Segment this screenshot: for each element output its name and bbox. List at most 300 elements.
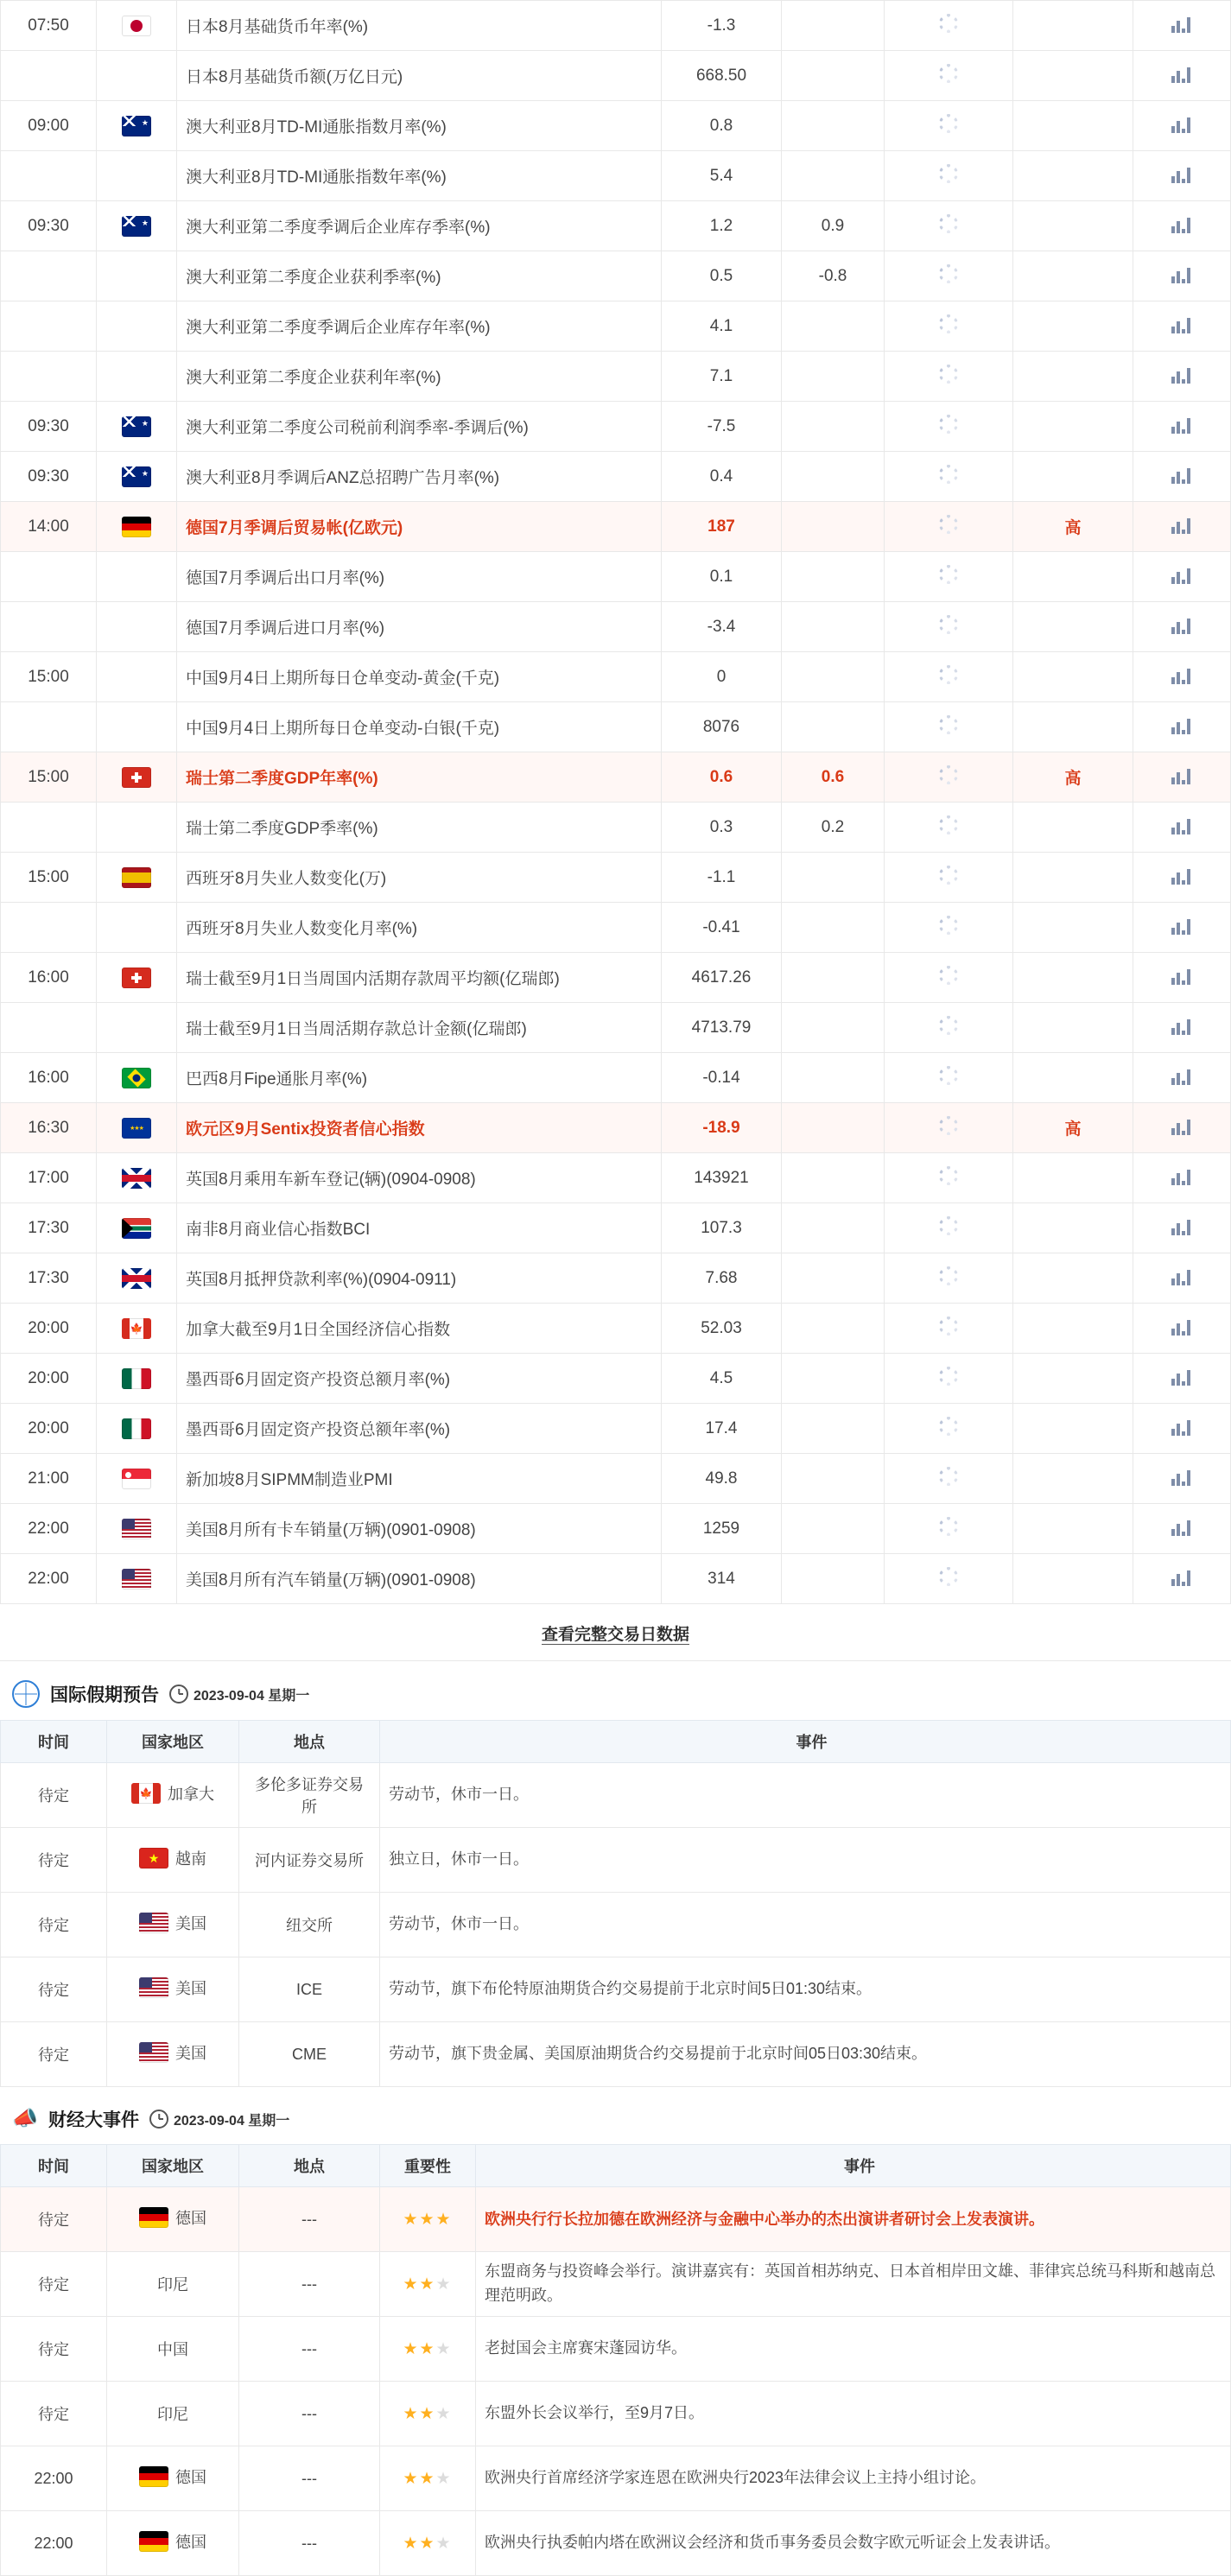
calendar-row[interactable] (1, 101, 1231, 151)
event-time: 待定 (1, 2252, 107, 2317)
calendar-chart-cell[interactable] (1133, 702, 1231, 752)
bar-chart-icon[interactable] (1171, 164, 1193, 183)
holiday-col-time: 时间 (1, 1721, 107, 1763)
holiday-country-label: 美国 (175, 1915, 206, 1932)
calendar-row[interactable] (1, 301, 1231, 352)
loading-spinner-icon (939, 1216, 958, 1235)
calendar-time: 20:00 (1, 1304, 97, 1354)
calendar-chart-cell[interactable] (1133, 652, 1231, 702)
bar-chart-icon[interactable] (1171, 214, 1193, 233)
loading-spinner-icon (939, 815, 958, 834)
calendar-row[interactable] (1, 752, 1231, 803)
calendar-event-name[interactable]: 加拿大截至9月1日全国经济信心指数 (177, 1304, 662, 1354)
country-flag-icon (122, 968, 151, 988)
calendar-row[interactable] (1, 51, 1231, 101)
holiday-country (107, 2022, 239, 2087)
calendar-row[interactable] (1, 1504, 1231, 1554)
calendar-rating-cell (885, 1354, 1013, 1404)
calendar-rating-cell (885, 903, 1013, 953)
importance-stars: ★★★ (403, 2339, 453, 2358)
calendar-forecast-value (782, 1253, 885, 1304)
calendar-row[interactable] (1, 1354, 1231, 1404)
calendar-chart-cell[interactable] (1133, 352, 1231, 402)
calendar-event-name[interactable]: 英国8月乘用车新车登记(辆)(0904-0908) (177, 1153, 662, 1203)
country-flag-icon (139, 2042, 168, 2063)
event-country (107, 2187, 239, 2252)
calendar-previous-value: 668.50 (662, 51, 782, 101)
calendar-previous-value: 4713.79 (662, 1003, 782, 1053)
calendar-event-name[interactable]: 澳大利亚8月季调后ANZ总招聘广告月率(%) (177, 452, 662, 502)
calendar-event-name[interactable]: 西班牙8月失业人数变化(万) (177, 853, 662, 903)
holiday-country-label: 美国 (175, 1980, 206, 1997)
bar-chart-icon[interactable] (1171, 1266, 1193, 1285)
calendar-flag-cell (97, 1003, 177, 1053)
calendar-chart-cell[interactable] (1133, 201, 1231, 251)
calendar-chart-cell[interactable] (1133, 552, 1231, 602)
calendar-forecast-value (782, 1203, 885, 1253)
bar-chart-icon[interactable] (1171, 1116, 1193, 1135)
calendar-chart-cell[interactable] (1133, 1053, 1231, 1103)
calendar-chart-cell[interactable] (1133, 1203, 1231, 1253)
bar-chart-icon[interactable] (1171, 1417, 1193, 1436)
calendar-event-name[interactable]: 墨西哥6月固定资产投资总额年率(%) (177, 1404, 662, 1454)
calendar-flag-cell (97, 752, 177, 803)
calendar-row[interactable] (1, 903, 1231, 953)
calendar-flag-cell (97, 1153, 177, 1203)
calendar-flag-cell (97, 51, 177, 101)
loading-spinner-icon (939, 64, 958, 83)
calendar-chart-cell[interactable] (1133, 402, 1231, 452)
loading-spinner-icon (939, 1317, 958, 1336)
calendar-chart-cell[interactable] (1133, 953, 1231, 1003)
calendar-time: 20:00 (1, 1404, 97, 1454)
calendar-row[interactable] (1, 1554, 1231, 1604)
events-col-place: 地点 (239, 2145, 380, 2187)
calendar-chart-cell[interactable] (1133, 1404, 1231, 1454)
megaphone-icon: 📣 (12, 2107, 38, 2130)
calendar-event-name[interactable]: 澳大利亚8月TD-MI通胀指数年率(%) (177, 151, 662, 201)
calendar-importance (1013, 702, 1133, 752)
calendar-forecast-value (782, 552, 885, 602)
calendar-time (1, 352, 97, 402)
events-table (0, 2144, 1231, 2576)
calendar-importance (1013, 1253, 1133, 1304)
calendar-rating-cell (885, 452, 1013, 502)
bar-chart-icon[interactable] (1171, 114, 1193, 133)
calendar-event-name[interactable]: 瑞士第二季度GDP年率(%) (177, 752, 662, 803)
event-description: 欧洲央行行长拉加德在欧洲经济与金融中心举办的杰出演讲者研讨会上发表演讲。 (476, 2187, 1231, 2252)
country-flag-icon (122, 1519, 151, 1539)
event-place: --- (239, 2317, 380, 2382)
calendar-row[interactable] (1, 1203, 1231, 1253)
bar-chart-icon[interactable] (1171, 715, 1193, 734)
bar-chart-icon[interactable] (1171, 615, 1193, 634)
calendar-row[interactable] (1, 201, 1231, 251)
events-table-header-row (1, 2145, 1231, 2187)
bar-chart-icon[interactable] (1171, 1066, 1193, 1085)
calendar-time: 15:00 (1, 752, 97, 803)
calendar-rating-cell (885, 251, 1013, 301)
calendar-event-name[interactable]: 澳大利亚第二季度季调后企业库存年率(%) (177, 301, 662, 352)
calendar-row[interactable] (1, 803, 1231, 853)
calendar-importance (1013, 402, 1133, 452)
calendar-previous-value: -18.9 (662, 1103, 782, 1153)
country-flag-icon (139, 2466, 168, 2487)
calendar-importance (1013, 1354, 1133, 1404)
calendar-event-name[interactable]: 美国8月所有汽车销量(万辆)(0901-0908) (177, 1554, 662, 1604)
bar-chart-icon[interactable] (1171, 665, 1193, 684)
country-flag-icon (122, 116, 151, 136)
calendar-rating-cell (885, 652, 1013, 702)
calendar-event-name[interactable]: 澳大利亚第二季度公司税前利润季率-季调后(%) (177, 402, 662, 452)
calendar-row[interactable] (1, 1, 1231, 51)
calendar-chart-cell[interactable] (1133, 1454, 1231, 1504)
full-trading-day-data-label[interactable]: 查看完整交易日数据 (541, 1626, 689, 1644)
calendar-event-name[interactable]: 英国8月抵押贷款利率(%)(0904-0911) (177, 1253, 662, 1304)
event-country-label: 德国 (175, 2534, 206, 2551)
calendar-row[interactable] (1, 602, 1231, 652)
calendar-flag-cell (97, 1304, 177, 1354)
calendar-time (1, 903, 97, 953)
calendar-row[interactable] (1, 151, 1231, 201)
holiday-row (1, 2022, 1231, 2087)
bar-chart-icon[interactable] (1171, 64, 1193, 83)
calendar-chart-cell[interactable] (1133, 1, 1231, 51)
calendar-row[interactable] (1, 1404, 1231, 1454)
calendar-chart-cell[interactable] (1133, 1103, 1231, 1153)
calendar-rating-cell (885, 953, 1013, 1003)
calendar-importance (1013, 51, 1133, 101)
calendar-previous-value: 7.68 (662, 1253, 782, 1304)
holiday-time: 待定 (1, 2022, 107, 2087)
calendar-importance (1013, 903, 1133, 953)
event-row (1, 2317, 1231, 2382)
calendar-flag-cell (97, 301, 177, 352)
calendar-chart-cell[interactable] (1133, 1504, 1231, 1554)
importance-stars: ★★★ (403, 2210, 453, 2229)
calendar-forecast-value (782, 1153, 885, 1203)
bar-chart-icon[interactable] (1171, 1467, 1193, 1486)
calendar-row[interactable] (1, 1454, 1231, 1504)
bar-chart-icon[interactable] (1171, 916, 1193, 935)
holiday-section-header (0, 1661, 1231, 1720)
calendar-event-name[interactable]: 美国8月所有卡车销量(万辆)(0901-0908) (177, 1504, 662, 1554)
calendar-chart-cell[interactable] (1133, 1003, 1231, 1053)
calendar-chart-cell[interactable] (1133, 1253, 1231, 1304)
loading-spinner-icon (939, 214, 958, 233)
bar-chart-icon[interactable] (1171, 1016, 1193, 1035)
bar-chart-icon[interactable] (1171, 1317, 1193, 1336)
calendar-event-name[interactable]: 中国9月4日上期所每日仓单变动-黄金(千克) (177, 652, 662, 702)
calendar-previous-value: 52.03 (662, 1304, 782, 1354)
bar-chart-icon[interactable] (1171, 1567, 1193, 1586)
calendar-row[interactable] (1, 552, 1231, 602)
calendar-rating-cell (885, 1554, 1013, 1604)
calendar-row[interactable] (1, 702, 1231, 752)
calendar-event-name[interactable]: 中国9月4日上期所每日仓单变动-白银(千克) (177, 702, 662, 752)
calendar-row[interactable] (1, 1304, 1231, 1354)
calendar-importance (1013, 552, 1133, 602)
calendar-importance (1013, 301, 1133, 352)
calendar-row[interactable] (1, 452, 1231, 502)
holiday-place: 多伦多证券交易所 (239, 1763, 380, 1828)
event-description: 老挝国会主席赛宋蓬园访华。 (476, 2317, 1231, 2382)
calendar-row[interactable] (1, 352, 1231, 402)
calendar-chart-cell[interactable] (1133, 803, 1231, 853)
calendar-event-name[interactable]: 澳大利亚第二季度企业获利年率(%) (177, 352, 662, 402)
calendar-chart-cell[interactable] (1133, 853, 1231, 903)
calendar-time: 20:00 (1, 1354, 97, 1404)
holiday-country (107, 1957, 239, 2022)
calendar-row[interactable] (1, 1153, 1231, 1203)
country-flag-icon (122, 1368, 151, 1389)
events-section-date (149, 2110, 289, 2129)
bar-chart-icon[interactable] (1171, 815, 1193, 834)
clock-icon (149, 2110, 168, 2129)
bar-chart-icon[interactable] (1171, 1367, 1193, 1386)
calendar-importance (1013, 1454, 1133, 1504)
events-col-importance: 重要性 (380, 2145, 476, 2187)
holiday-place: ICE (239, 1957, 380, 2022)
country-flag-icon (122, 1068, 151, 1088)
event-place: --- (239, 2382, 380, 2446)
holiday-table (0, 1720, 1231, 2087)
holiday-time: 待定 (1, 1763, 107, 1828)
events-col-country: 国家地区 (107, 2145, 239, 2187)
calendar-rating-cell (885, 1454, 1013, 1504)
calendar-event-name[interactable]: 欧元区9月Sentix投资者信心指数 (177, 1103, 662, 1153)
calendar-chart-cell[interactable] (1133, 1304, 1231, 1354)
calendar-time: 17:30 (1, 1253, 97, 1304)
loading-spinner-icon (939, 164, 958, 183)
calendar-chart-cell[interactable] (1133, 1554, 1231, 1604)
calendar-event-name[interactable]: 德国7月季调后进口月率(%) (177, 602, 662, 652)
holiday-col-country: 国家地区 (107, 1721, 239, 1763)
calendar-chart-cell[interactable] (1133, 903, 1231, 953)
calendar-event-name[interactable]: 德国7月季调后出口月率(%) (177, 552, 662, 602)
country-flag-icon (122, 1469, 151, 1489)
holiday-col-event: 事件 (380, 1721, 1231, 1763)
calendar-forecast-value: 0.9 (782, 201, 885, 251)
calendar-chart-cell[interactable] (1133, 151, 1231, 201)
calendar-rating-cell (885, 502, 1013, 552)
calendar-event-name[interactable]: 澳大利亚第二季度季调后企业库存季率(%) (177, 201, 662, 251)
calendar-time (1, 602, 97, 652)
loading-spinner-icon (939, 365, 958, 384)
holiday-country-label: 美国 (175, 2045, 206, 2062)
calendar-event-name[interactable]: 德国7月季调后贸易帐(亿欧元) (177, 502, 662, 552)
loading-spinner-icon (939, 1066, 958, 1085)
loading-spinner-icon (939, 665, 958, 684)
event-row (1, 2252, 1231, 2317)
calendar-time: 22:00 (1, 1554, 97, 1604)
calendar-importance (1013, 452, 1133, 502)
bar-chart-icon[interactable] (1171, 415, 1193, 434)
calendar-event-name[interactable]: 日本8月基础货币年率(%) (177, 1, 662, 51)
bar-chart-icon[interactable] (1171, 515, 1193, 534)
bar-chart-icon[interactable] (1171, 966, 1193, 985)
event-row (1, 2187, 1231, 2252)
calendar-rating-cell (885, 1153, 1013, 1203)
event-description: 东盟外长会议举行，至9月7日。 (476, 2382, 1231, 2446)
calendar-time: 15:00 (1, 652, 97, 702)
calendar-row[interactable] (1, 402, 1231, 452)
calendar-previous-value: 4.1 (662, 301, 782, 352)
holiday-time: 待定 (1, 1828, 107, 1893)
calendar-event-name[interactable]: 墨西哥6月固定资产投资总额月率(%) (177, 1354, 662, 1404)
calendar-event-name[interactable]: 日本8月基础货币额(万亿日元) (177, 51, 662, 101)
country-flag-icon (139, 1977, 168, 1998)
country-flag-icon (139, 2531, 168, 2552)
calendar-row[interactable] (1, 1103, 1231, 1153)
events-date-label: 2023-09-04 星期一 (174, 2113, 290, 2129)
calendar-forecast-value (782, 352, 885, 402)
calendar-forecast-value: 0.2 (782, 803, 885, 853)
calendar-chart-cell[interactable] (1133, 51, 1231, 101)
calendar-chart-cell[interactable] (1133, 101, 1231, 151)
calendar-rating-cell (885, 853, 1013, 903)
calendar-event-name[interactable]: 瑞士截至9月1日当周活期存款总计金额(亿瑞郎) (177, 1003, 662, 1053)
bar-chart-icon[interactable] (1171, 565, 1193, 584)
calendar-rating-cell (885, 101, 1013, 151)
calendar-chart-cell[interactable] (1133, 1153, 1231, 1203)
holiday-event: 独立日，休市一日。 (380, 1828, 1231, 1893)
importance-stars: ★★★ (403, 2469, 453, 2488)
calendar-event-name[interactable]: 瑞士第二季度GDP季率(%) (177, 803, 662, 853)
calendar-forecast-value (782, 452, 885, 502)
calendar-event-name[interactable]: 澳大利亚第二季度企业获利季率(%) (177, 251, 662, 301)
country-flag-icon (122, 1168, 151, 1189)
country-flag-icon (122, 517, 151, 537)
loading-spinner-icon (939, 1467, 958, 1486)
event-time: 待定 (1, 2187, 107, 2252)
bar-chart-icon[interactable] (1171, 1216, 1193, 1235)
calendar-forecast-value (782, 1404, 885, 1454)
event-time: 待定 (1, 2317, 107, 2382)
full-trading-day-data-link[interactable] (0, 1604, 1231, 1661)
bar-chart-icon[interactable] (1171, 765, 1193, 784)
calendar-previous-value: -1.1 (662, 853, 782, 903)
calendar-importance: 高 (1013, 502, 1133, 552)
calendar-event-name[interactable]: 巴西8月Fipe通胀月率(%) (177, 1053, 662, 1103)
calendar-rating-cell (885, 1304, 1013, 1354)
calendar-row[interactable] (1, 1053, 1231, 1103)
loading-spinner-icon (939, 1116, 958, 1135)
calendar-event-name[interactable]: 南非8月商业信心指数BCI (177, 1203, 662, 1253)
holiday-row (1, 1763, 1231, 1828)
calendar-event-name[interactable]: 瑞士截至9月1日当周国内活期存款周平均额(亿瑞郎) (177, 953, 662, 1003)
country-flag-icon (122, 1118, 151, 1139)
event-time: 待定 (1, 2382, 107, 2446)
country-flag-icon (122, 1218, 151, 1239)
calendar-forecast-value (782, 853, 885, 903)
bar-chart-icon[interactable] (1171, 314, 1193, 333)
calendar-chart-cell[interactable] (1133, 251, 1231, 301)
calendar-importance (1013, 803, 1133, 853)
calendar-time (1, 301, 97, 352)
calendar-rating-cell (885, 752, 1013, 803)
event-row (1, 2382, 1231, 2446)
calendar-chart-cell[interactable] (1133, 452, 1231, 502)
events-col-event: 事件 (476, 2145, 1231, 2187)
calendar-previous-value: 107.3 (662, 1203, 782, 1253)
calendar-previous-value: 17.4 (662, 1404, 782, 1454)
calendar-time: 07:50 (1, 1, 97, 51)
calendar-rating-cell (885, 151, 1013, 201)
calendar-row[interactable] (1, 502, 1231, 552)
holiday-event: 劳动节，休市一日。 (380, 1893, 1231, 1957)
calendar-event-name[interactable]: 西班牙8月失业人数变化月率(%) (177, 903, 662, 953)
calendar-forecast-value: 0.6 (782, 752, 885, 803)
event-country (107, 2317, 239, 2382)
calendar-chart-cell[interactable] (1133, 752, 1231, 803)
calendar-previous-value: 0.8 (662, 101, 782, 151)
calendar-row[interactable] (1, 251, 1231, 301)
calendar-chart-cell[interactable] (1133, 301, 1231, 352)
holiday-place: CME (239, 2022, 380, 2087)
loading-spinner-icon (939, 1517, 958, 1536)
bar-chart-icon[interactable] (1171, 365, 1193, 384)
calendar-previous-value: 1259 (662, 1504, 782, 1554)
country-flag-icon (122, 416, 151, 437)
calendar-row[interactable] (1, 1003, 1231, 1053)
calendar-chart-cell[interactable] (1133, 602, 1231, 652)
calendar-previous-value: -0.14 (662, 1053, 782, 1103)
calendar-flag-cell (97, 1053, 177, 1103)
calendar-importance (1013, 1304, 1133, 1354)
globe-icon (12, 1680, 40, 1708)
bar-chart-icon[interactable] (1171, 465, 1193, 484)
calendar-row[interactable] (1, 1253, 1231, 1304)
event-country-label: 印尼 (157, 2406, 188, 2423)
calendar-previous-value: 0.4 (662, 452, 782, 502)
calendar-previous-value: 49.8 (662, 1454, 782, 1504)
bar-chart-icon[interactable] (1171, 1166, 1193, 1185)
calendar-forecast-value (782, 1103, 885, 1153)
bar-chart-icon[interactable] (1171, 1517, 1193, 1536)
calendar-forecast-value (782, 1003, 885, 1053)
calendar-row[interactable] (1, 853, 1231, 903)
loading-spinner-icon (939, 1016, 958, 1035)
events-section-header (0, 2087, 1231, 2144)
calendar-rating-cell (885, 1404, 1013, 1454)
calendar-row[interactable] (1, 953, 1231, 1003)
importance-stars: ★★★ (403, 2534, 453, 2553)
bar-chart-icon[interactable] (1171, 264, 1193, 283)
calendar-chart-cell[interactable] (1133, 502, 1231, 552)
calendar-previous-value: 0.5 (662, 251, 782, 301)
calendar-flag-cell (97, 502, 177, 552)
loading-spinner-icon (939, 615, 958, 634)
calendar-row[interactable] (1, 652, 1231, 702)
loading-spinner-icon (939, 1166, 958, 1185)
calendar-previous-value: 8076 (662, 702, 782, 752)
holiday-event: 劳动节，休市一日。 (380, 1763, 1231, 1828)
bar-chart-icon[interactable] (1171, 14, 1193, 33)
bar-chart-icon[interactable] (1171, 866, 1193, 885)
calendar-time: 16:30 (1, 1103, 97, 1153)
calendar-event-name[interactable]: 澳大利亚8月TD-MI通胀指数月率(%) (177, 101, 662, 151)
calendar-event-name[interactable]: 新加坡8月SIPMM制造业PMI (177, 1454, 662, 1504)
country-flag-icon (122, 867, 151, 888)
calendar-importance (1013, 101, 1133, 151)
calendar-rating-cell (885, 352, 1013, 402)
event-row (1, 2446, 1231, 2511)
calendar-chart-cell[interactable] (1133, 1354, 1231, 1404)
calendar-forecast-value (782, 1554, 885, 1604)
calendar-importance (1013, 1203, 1133, 1253)
holiday-date-label: 2023-09-04 星期一 (194, 1688, 310, 1704)
